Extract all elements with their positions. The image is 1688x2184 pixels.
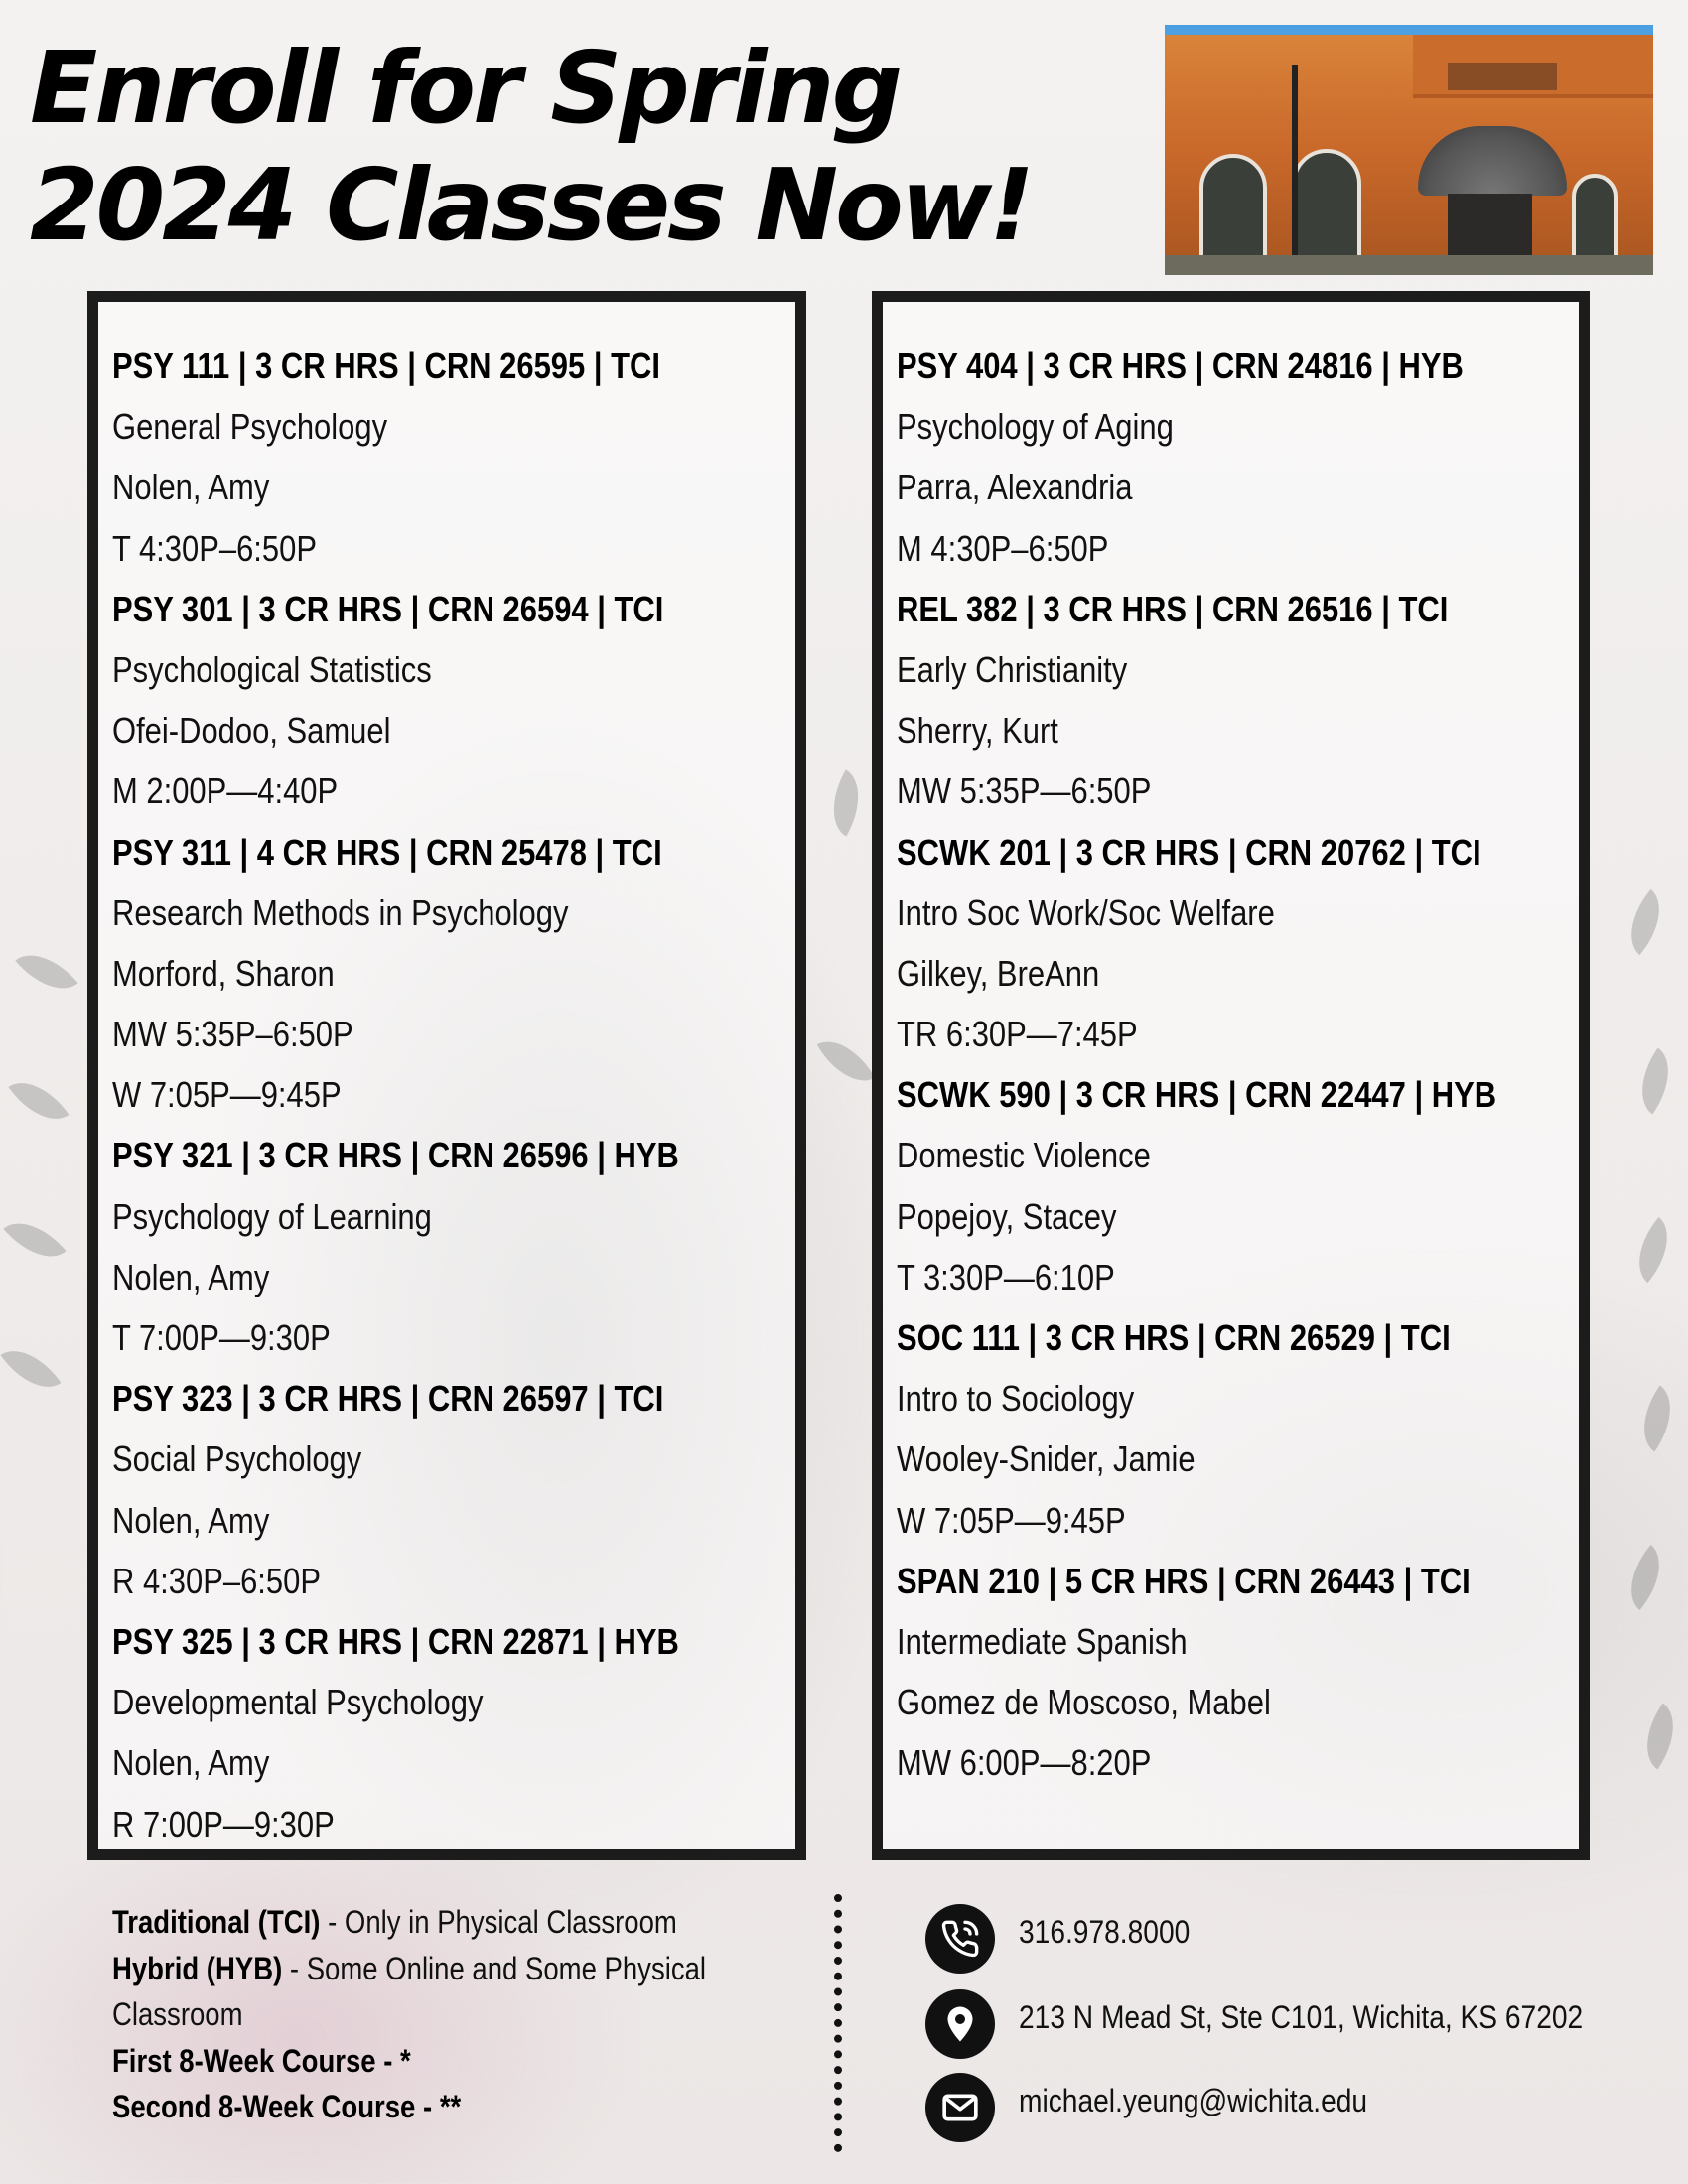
- course-heading: PSY 325 | 3 CR HRS | CRN 22871 | HYB: [112, 1620, 679, 1662]
- leaf-decoration: [1626, 1385, 1687, 1451]
- course-schedule: T 4:30P–6:50P: [112, 527, 317, 569]
- course-schedule: W 7:05P—9:45P: [897, 1499, 1126, 1541]
- course-instructor: Gomez de Moscoso, Mabel: [897, 1682, 1271, 1723]
- course-schedule: TR 6:30P—7:45P: [897, 1014, 1138, 1055]
- street-address: 213 N Mead St, Ste C101, Wichita, KS 67202: [1019, 1999, 1584, 2035]
- left-course-list: [87, 291, 806, 1860]
- course-instructor: Nolen, Amy: [112, 1499, 270, 1541]
- course-instructor: Popejoy, Stacey: [897, 1195, 1117, 1237]
- leaf-decoration: [1629, 1703, 1688, 1769]
- course-instructor: Gilkey, BreAnn: [897, 952, 1100, 994]
- course-entry: [112, 1125, 795, 1368]
- leaf-decoration: [8, 1067, 69, 1134]
- legend-tci: Traditional (TCI) - Only in Physical Classroom: [112, 1904, 677, 1940]
- course-heading: PSY 311 | 4 CR HRS | CRN 25478 | TCI: [112, 831, 662, 873]
- course-heading: SOC 111 | 3 CR HRS | CRN 26529 | TCI: [897, 1317, 1451, 1358]
- course-schedule: T 7:00P—9:30P: [112, 1317, 331, 1358]
- course-instructor: Sherry, Kurt: [897, 710, 1058, 751]
- course-schedule: MW 6:00P—8:20P: [897, 1742, 1152, 1784]
- course-instructor: Parra, Alexandria: [897, 467, 1133, 508]
- title-line-2: 2024 Classes Now!: [30, 147, 1032, 263]
- course-heading: PSY 321 | 3 CR HRS | CRN 26596 | HYB: [112, 1135, 679, 1176]
- course-schedule: MW 5:35P–6:50P: [112, 1014, 353, 1055]
- course-schedule: R 7:00P—9:30P: [112, 1803, 335, 1844]
- course-title: Research Methods in Psychology: [112, 891, 569, 933]
- envelope-icon: [925, 2073, 995, 2142]
- course-entry: [897, 822, 1579, 1065]
- course-title: Social Psychology: [112, 1438, 362, 1480]
- leaf-decoration: [1624, 1047, 1685, 1114]
- course-instructor: Wooley-Snider, Jamie: [897, 1438, 1196, 1480]
- course-entry: [897, 336, 1579, 579]
- course-schedule: MW 5:35P—6:50P: [897, 770, 1152, 812]
- course-entry: [897, 1064, 1579, 1307]
- course-heading: PSY 301 | 3 CR HRS | CRN 26594 | TCI: [112, 588, 664, 629]
- course-title: General Psychology: [112, 406, 388, 448]
- course-schedule: T 3:30P—6:10P: [897, 1256, 1115, 1297]
- course-heading: SPAN 210 | 5 CR HRS | CRN 26443 | TCI: [897, 1560, 1471, 1601]
- course-entry: [112, 1611, 795, 1854]
- course-title: Early Christianity: [897, 648, 1128, 690]
- course-instructor: Nolen, Amy: [112, 1256, 270, 1297]
- map-pin-icon: [925, 1989, 995, 2059]
- course-schedule: M 2:00P—4:40P: [112, 770, 339, 812]
- email-address: michael.yeung@wichita.edu: [1019, 2083, 1368, 2118]
- course-heading: PSY 404 | 3 CR HRS | CRN 24816 | HYB: [897, 345, 1464, 386]
- phone-number: 316.978.8000: [1019, 1914, 1191, 1950]
- page-title: [30, 30, 1142, 264]
- course-schedule: W 7:05P—9:45P: [112, 1074, 342, 1116]
- leaf-decoration: [15, 939, 77, 1005]
- right-course-list: [872, 291, 1590, 1860]
- course-entry: [897, 1307, 1579, 1551]
- leaf-decoration: [817, 769, 875, 836]
- course-heading: SCWK 201 | 3 CR HRS | CRN 20762 | TCI: [897, 831, 1481, 873]
- course-entry: [112, 336, 795, 579]
- course-heading: PSY 323 | 3 CR HRS | CRN 26597 | TCI: [112, 1378, 664, 1420]
- course-title: Psychology of Aging: [897, 406, 1174, 448]
- course-schedule: R 4:30P–6:50P: [112, 1560, 322, 1601]
- course-title: Domestic Violence: [897, 1135, 1151, 1176]
- leaf-decoration: [3, 1207, 66, 1273]
- course-heading: SCWK 590 | 3 CR HRS | CRN 22447 | HYB: [897, 1074, 1497, 1116]
- legend-first-8-week: First 8-Week Course - *: [112, 2042, 411, 2079]
- course-title: Psychological Statistics: [112, 648, 432, 690]
- course-instructor: Morford, Sharon: [112, 952, 335, 994]
- course-entry: [897, 1551, 1579, 1794]
- leaf-decoration: [817, 1027, 875, 1094]
- leaf-decoration: [0, 1335, 61, 1402]
- course-instructor: Ofei-Dodoo, Samuel: [112, 710, 391, 751]
- course-heading: REL 382 | 3 CR HRS | CRN 26516 | TCI: [897, 588, 1449, 629]
- title-line-1: Enroll for Spring: [30, 30, 901, 146]
- dotted-divider: [834, 1894, 842, 2152]
- legend-second-8-week: Second 8-Week Course - **: [112, 2089, 462, 2124]
- legend-hyb: Hybrid (HYB) - Some Online and Some Physical Classroom: [112, 1950, 706, 2032]
- leaf-decoration: [1614, 889, 1676, 955]
- course-entry: [112, 579, 795, 822]
- course-schedule: M 4:30P–6:50P: [897, 527, 1109, 569]
- course-title: Intro Soc Work/Soc Welfare: [897, 891, 1275, 933]
- leaf-decoration: [1621, 1217, 1684, 1283]
- course-entry: [897, 579, 1579, 822]
- legend: [112, 1899, 787, 2130]
- course-title: Intro to Sociology: [897, 1378, 1135, 1420]
- leaf-decoration: [1614, 1545, 1676, 1610]
- campus-building-photo: [1165, 25, 1653, 275]
- course-instructor: Nolen, Amy: [112, 1742, 270, 1784]
- course-entry: [112, 1368, 795, 1611]
- phone-icon: [925, 1904, 995, 1974]
- course-instructor: Nolen, Amy: [112, 467, 270, 508]
- course-title: Intermediate Spanish: [897, 1620, 1188, 1662]
- course-title: Psychology of Learning: [112, 1195, 432, 1237]
- course-entry: [112, 822, 795, 1126]
- course-heading: PSY 111 | 3 CR HRS | CRN 26595 | TCI: [112, 345, 660, 386]
- course-title: Developmental Psychology: [112, 1682, 484, 1723]
